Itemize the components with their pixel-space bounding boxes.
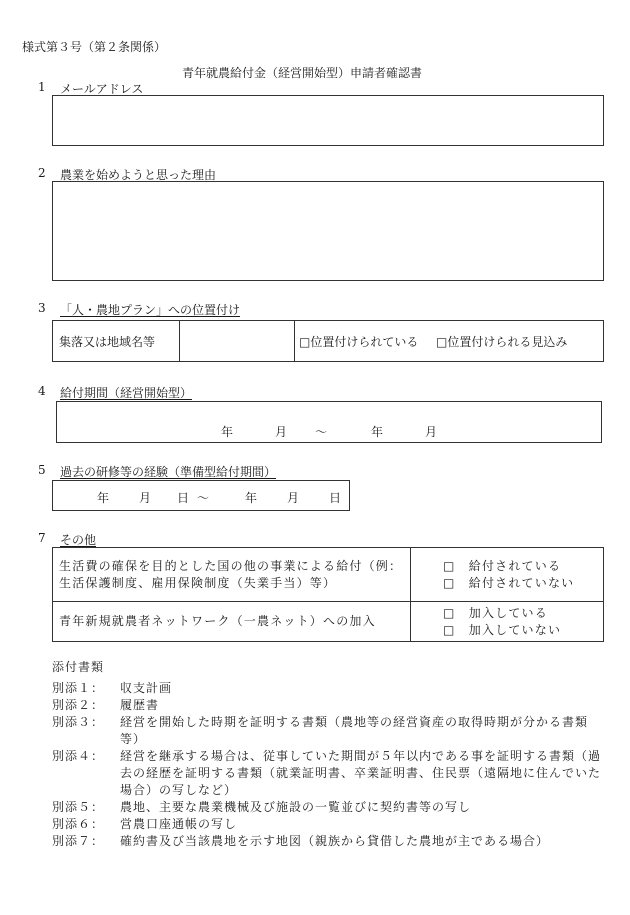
training-end-month: 月	[287, 491, 300, 505]
training-period-tilde: ～	[197, 491, 210, 505]
plan-position-table	[52, 320, 604, 362]
form-number: 様式第３号（第２条関係）	[22, 40, 167, 54]
attachment-label: 別添７：	[52, 834, 105, 848]
other-grant-options	[411, 548, 604, 602]
attachments-heading: 添付書類	[52, 660, 105, 674]
section-4-number: 4	[38, 384, 46, 398]
attachment-label: 別添５：	[52, 800, 105, 814]
attachment-text: 経営を開始した時期を証明する書類（農地等の経営資産の取得時期が分かる書類等）	[120, 715, 589, 746]
grant-end-month: 月	[425, 425, 438, 439]
training-start-month: 月	[139, 491, 152, 505]
attachment-item	[52, 816, 606, 833]
attachment-item	[52, 748, 606, 799]
network-not-joined-checkbox[interactable]: □ 加入していない	[443, 622, 562, 637]
attachment-text: 農地、主要な農業機械及び施設の一覧並びに契約書等の写し	[120, 800, 472, 814]
document-title: 青年就農給付金（経営開始型）申請者確認書	[182, 66, 423, 80]
farming-reason-field[interactable]	[52, 181, 604, 281]
positioned-checkbox[interactable]: □位置付けられている	[299, 334, 419, 349]
grant-received-checkbox[interactable]: □ 給付されている	[443, 558, 562, 573]
grant-not-received-checkbox[interactable]: □ 給付されていない	[443, 575, 575, 590]
section-5-number: 5	[38, 463, 46, 477]
attachment-label: 別添１：	[52, 681, 105, 695]
community-name-label: 集落又は地域名等	[53, 321, 180, 362]
grant-period-tilde: ～	[315, 425, 328, 439]
training-start-day: 日	[177, 491, 190, 505]
section-7-number: 7	[38, 531, 46, 545]
grant-start-month: 月	[275, 425, 288, 439]
attachment-text: 確約書及び当該農地を示す地図（親族から貸借した農地が主である場合）	[120, 834, 550, 848]
section-5-label: 過去の研修等の経験（準備型給付期間）	[60, 465, 277, 479]
attachment-item	[52, 680, 606, 697]
section-2-number: 2	[38, 166, 46, 180]
training-start-year: 年	[97, 491, 110, 505]
section-7-label: その他	[60, 533, 97, 547]
attachment-label: 別添４：	[52, 749, 105, 763]
attachment-label: 別添２：	[52, 698, 105, 712]
training-period-box[interactable]	[52, 480, 350, 511]
section-3-number: 3	[38, 301, 46, 315]
expected-checkbox[interactable]: □位置付けられる見込み	[436, 334, 568, 349]
training-end-day: 日	[329, 491, 342, 505]
attachment-text: 収支計画	[120, 681, 173, 695]
network-membership-options	[411, 602, 604, 642]
email-address-field[interactable]	[52, 95, 604, 146]
other-info-table	[52, 547, 604, 642]
attachment-label: 別添６：	[52, 817, 105, 831]
attachment-label: 別添３：	[52, 715, 105, 729]
other-grant-question: 生活費の確保を目的とした国の他の事業による給付（例：生活保護制度、雇用保険制度（失業手当）等）	[53, 548, 411, 602]
section-3-label: 「人・農地プラン」への位置付け	[60, 303, 241, 317]
grant-end-year: 年	[371, 425, 384, 439]
section-2-label: 農業を始めようと思った理由	[60, 168, 217, 182]
attachment-text: 履歴書	[120, 698, 160, 712]
section-1-label: メールアドレス	[60, 82, 144, 96]
plan-position-options	[295, 321, 604, 362]
section-1-number: 1	[38, 80, 46, 94]
network-membership-question: 青年新規就農者ネットワーク（一農ネット）への加入	[53, 602, 411, 642]
training-end-year: 年	[245, 491, 258, 505]
attachments-list	[52, 680, 606, 850]
network-joined-checkbox[interactable]: □ 加入している	[443, 605, 548, 620]
section-4-label: 給付期間（経営開始型）	[60, 386, 193, 400]
community-name-field[interactable]	[180, 321, 295, 362]
grant-period-box[interactable]	[56, 401, 602, 443]
attachment-text: 営農口座通帳の写し	[120, 817, 238, 831]
attachment-item	[52, 833, 606, 850]
grant-start-year: 年	[221, 425, 234, 439]
attachment-text: 経営を継承する場合は、従事していた期間が５年以内である事を証明する書類（過去の経歴を証明する書類（就業証明書、卒業証明書、住民票（遠隔地に住んでいた場合）の写しなど）	[120, 749, 602, 797]
attachment-item	[52, 697, 606, 714]
attachment-item	[52, 799, 606, 816]
attachment-item	[52, 714, 606, 748]
